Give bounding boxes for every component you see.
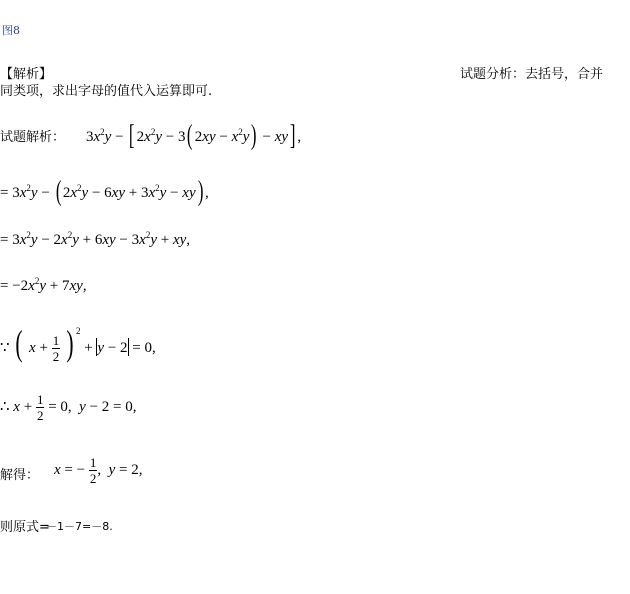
analysis-label: 【解析】 (0, 67, 53, 82)
expression-line-3: = $3x^2y - 2x^2y + 6xy - 3x^2y$ + xy, (0, 230, 191, 248)
expression-line-4: = $-2x^2y + 7xy$, (0, 276, 87, 294)
result-expression: －1－7=－8. (46, 520, 113, 533)
solve-label: 解得： (0, 468, 40, 483)
expression-line-6: ∴ x + $\frac{1}{2}$ = 0, y − 2 = 0, (0, 392, 137, 423)
expression-line-1: $3x^2y$ − [ $2x^2y - 3$( $2xy - x^2y) - xy$] , (86, 120, 302, 151)
solution-intro-label: 试题解析： (0, 130, 66, 145)
expression-line-2: = $3x^2y$ − ( $2x^2y - 6xy + 3x^2y - xy$) , (0, 176, 209, 207)
expression-line-5: ∵ ( x + $\frac{1}{2}$ ) $^2$ + y − 2 = 0, (0, 323, 156, 365)
analysis-summary-part2: 同类项，求出字母的值代入运算即可. (0, 84, 213, 99)
answer-tag: 图8 (2, 24, 20, 37)
result-label: 则原式= (0, 520, 50, 535)
analysis-summary-part1: 试题分析：去括号，合并 (460, 67, 604, 82)
expression-line-7: x = − $\frac{1}{2}$ , y = 2, (54, 455, 143, 486)
